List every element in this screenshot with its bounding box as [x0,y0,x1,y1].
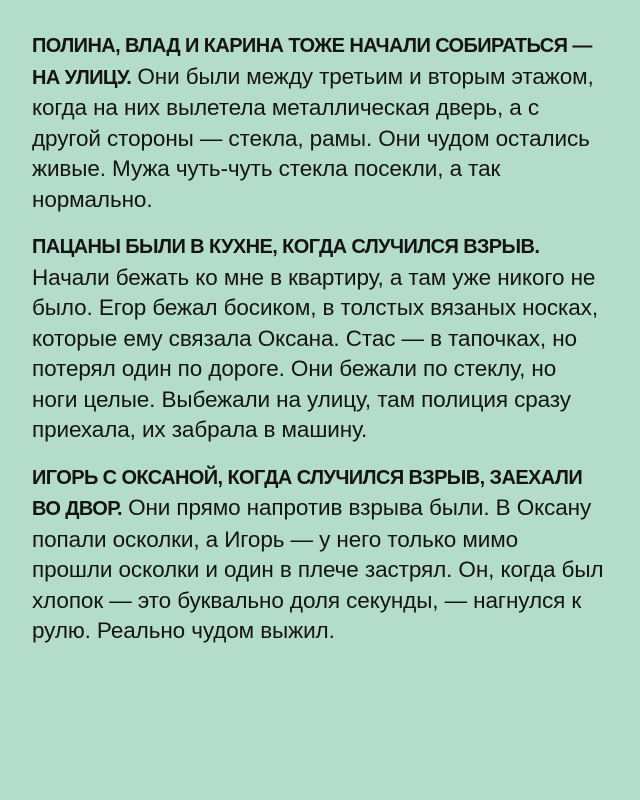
paragraph-1 [32,30,604,215]
paragraph-3 [32,462,604,647]
paragraph-3-text: Они прямо напротив взрыва были. В Оксану попали осколки, а Игорь — у него только мимо прошли осколки и один в плече застрял. Он, когда был хлопок — это буквально доля секунды, — нагнулся к рулю. Реально чудом выжил. [32,495,604,643]
paragraph-1-lead: ПОЛИНА, ВЛАД И КАРИНА ТОЖЕ НАЧАЛИ СОБИРАТЬСЯ — НА УЛИЦУ. [32,35,592,89]
paragraph-1-text: Они были между третьим и вторым этажом, когда на них вылетела металлическая дверь, а с другой стороны — стекла, рамы. Они чудом остались живые. Мужа чуть-чуть стекла посекли, а так нормально. [32,63,594,212]
paragraph-2 [32,231,604,446]
paragraph-3-lead: ИГОРЬ С ОКСАНОЙ, КОГДА СЛУЧИЛСЯ ВЗРЫВ, ЗАЕХАЛИ ВО ДВОР. [32,466,583,520]
paragraph-2-lead: ПАЦАНЫ БЫЛИ В КУХНЕ, КОГДА СЛУЧИЛСЯ ВЗРЫВ. [32,236,540,258]
paragraph-2-text: Начали бежать ко мне в квартиру, а там уже никого не было. Егор бежал босиком, в толстых вязаных носках, которые ему связала Оксана. Стас — в тапочках, но потерял один по дороге. Они бежали по стеклу, но ноги целые. Выбежали на улицу, там полиция сразу приехала, их забрала в машину. [32,264,598,442]
